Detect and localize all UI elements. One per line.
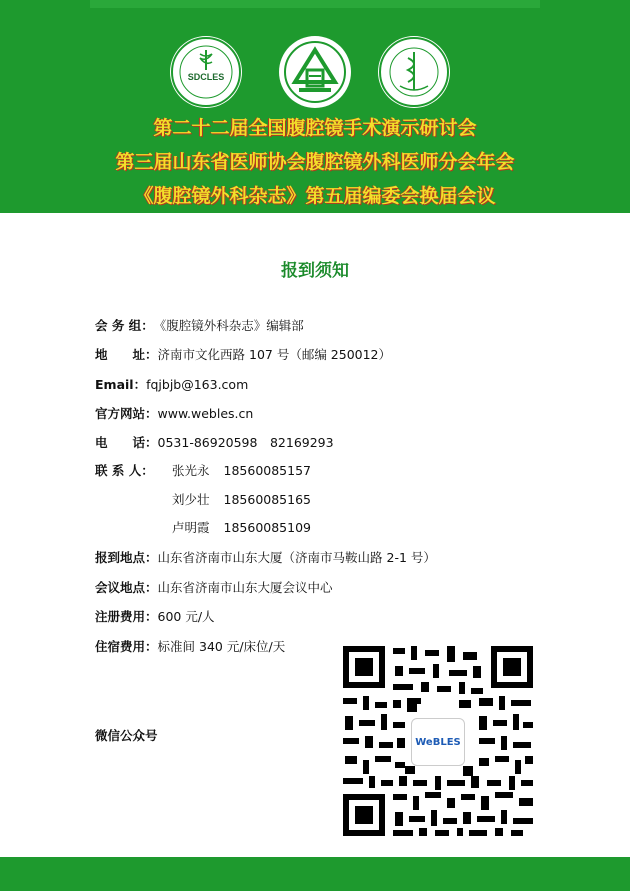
info-row-lodging (95, 637, 285, 657)
wechat-label: 微信公众号 (95, 728, 158, 743)
phone-label: 电 话： (95, 435, 158, 450)
lodging-label: 住宿费用： (95, 639, 158, 654)
phone-value: 0531-86920598 82169293 (157, 435, 334, 450)
fee-label: 注册费用： (95, 609, 158, 624)
info-row-contacts (95, 461, 154, 481)
conference-title-1: 第二十二届全国腹腔镜手术演示研讨会 (153, 117, 477, 139)
checkin-value: 山东省济南市山东大厦（济南市马鞍山路 2-1 号） (157, 550, 436, 565)
office-label: 会 务 组： (95, 318, 154, 333)
info-row-address (95, 345, 391, 365)
info-row-fee (95, 607, 215, 627)
info-row-venue (95, 578, 333, 598)
header-top-strip (90, 0, 540, 8)
wechat-qr-code[interactable] (339, 642, 537, 840)
contact-phone: 18560085165 (223, 492, 311, 507)
journal-logo (378, 36, 450, 108)
website-link[interactable]: www.webles.cn (157, 406, 254, 421)
contact-name: 卢明霞 (172, 520, 210, 535)
checkin-label: 报到地点： (95, 550, 158, 565)
webles-logo-badge: WeBLES (411, 718, 465, 766)
info-row-phone (95, 433, 334, 453)
sdcles-logo (170, 36, 242, 108)
conference-title-3: 《腹腔镜外科杂志》第五届编委会换届会议 (134, 185, 496, 207)
email-label: Email： (95, 377, 147, 392)
page-title: 报到须知 (281, 261, 349, 281)
website-label: 官方网站： (95, 406, 158, 421)
venue-value: 山东省济南市山东大厦会议中心 (157, 580, 333, 595)
lodging-value: 标准间 340 元/床位/天 (157, 639, 286, 654)
contact-phone: 18560085109 (223, 520, 311, 535)
conference-title-2: 第三届山东省医师协会腹腔镜外科医师分会年会 (115, 151, 515, 173)
contact-item (172, 518, 311, 538)
svg-text:SDCLES: SDCLES (187, 72, 225, 82)
contact-item (172, 461, 311, 481)
office-value: 《腹腔镜外科杂志》编辑部 (153, 318, 304, 333)
address-value: 济南市文化西路 107 号（邮编 250012） (157, 347, 392, 362)
info-row-email (95, 375, 248, 395)
info-row-checkin (95, 548, 436, 568)
info-row-office (95, 316, 304, 336)
footer-band (0, 857, 630, 891)
contact-name: 刘少壮 (172, 492, 210, 507)
address-label: 地 址： (95, 347, 158, 362)
contacts-label: 联 系 人： (95, 463, 154, 478)
email-value[interactable]: fqjbjb@163.com (146, 377, 249, 392)
info-row-website (95, 404, 253, 424)
contact-item (172, 490, 311, 510)
center-emblem-logo (279, 36, 351, 108)
contact-name: 张光永 (172, 463, 210, 478)
header-banner (0, 0, 630, 213)
fee-value: 600 元/人 (157, 609, 215, 624)
venue-label: 会议地点： (95, 580, 158, 595)
contact-phone: 18560085157 (223, 463, 311, 478)
